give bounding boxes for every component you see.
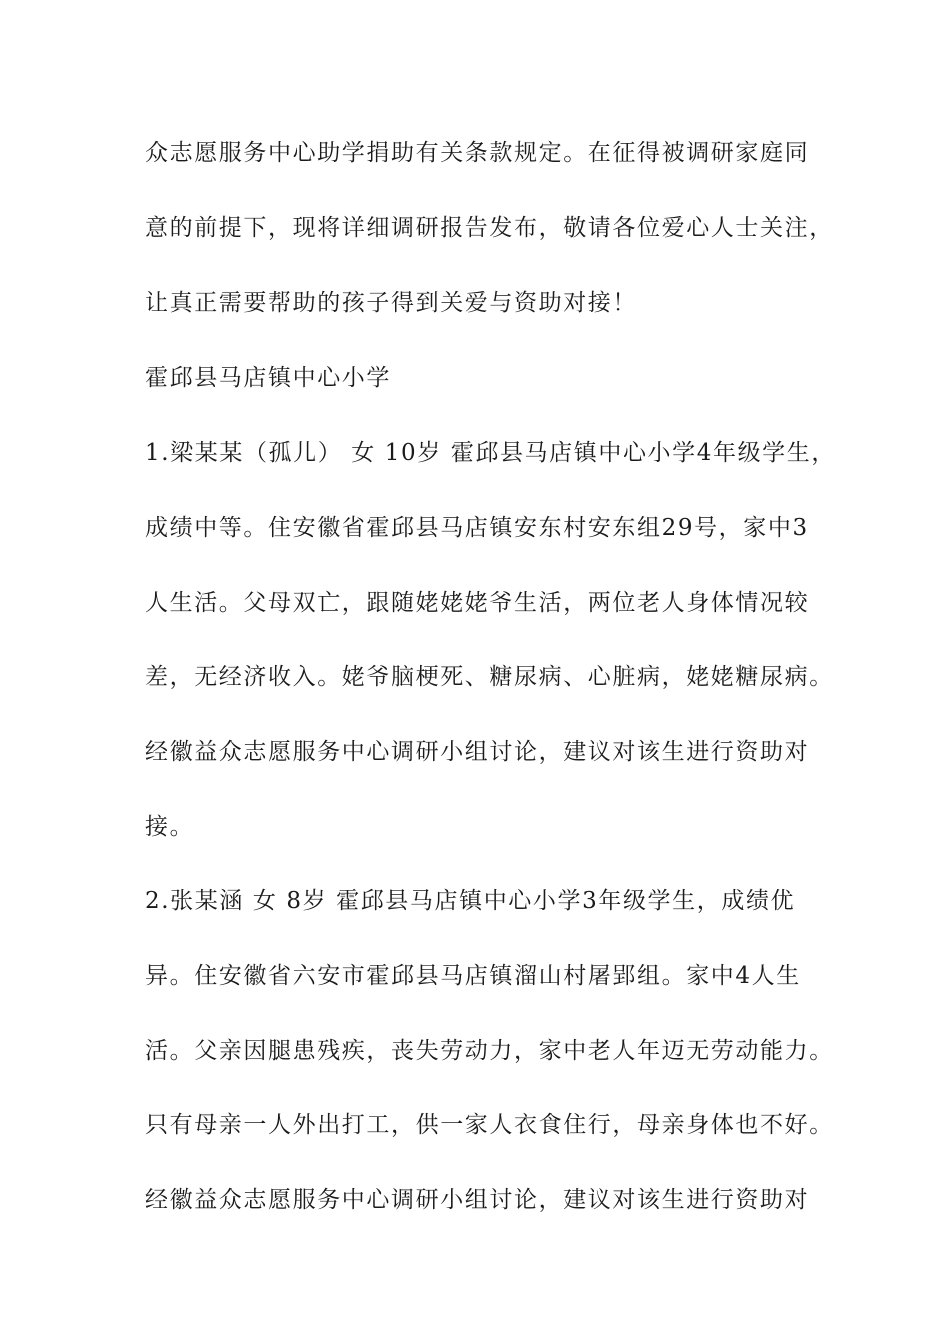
text-line: 经徽益众志愿服务中心调研小组讨论，建议对该生进行资助对 [145,1187,810,1213]
text-line: 成绩中等。住安徽省霍邱县马店镇安东村安东组29号，家中3 [145,515,809,541]
text-line: 1.梁某某（孤儿） 女 10岁 霍邱县马店镇中心小学4年级学生， [145,440,836,466]
text-line: 经徽益众志愿服务中心调研小组讨论，建议对该生进行资助对 [145,739,810,765]
text-line: 活。父亲因腿患残疾，丧失劳动力，家中老人年迈无劳动能力。 [145,1038,834,1064]
text-line: 只有母亲一人外出打工，供一家人衣食住行，母亲身体也不好。 [145,1112,834,1138]
section-heading: 霍邱县马店镇中心小学 [145,365,391,391]
text-line: 差，无经济收入。姥爷脑梗死、糖尿病、心脏病，姥姥糖尿病。 [145,664,834,690]
text-line: 意的前提下，现将详细调研报告发布，敬请各位爱心人士关注， [145,215,834,241]
text-line: 异。住安徽省六安市霍邱县马店镇溜山村屠郢组。家中4人生 [145,963,801,989]
text-line: 接。 [145,814,195,840]
text-line: 让真正需要帮助的孩子得到关爱与资助对接！ [145,290,637,316]
text-line: 众志愿服务中心助学捐助有关条款规定。在征得被调研家庭同 [145,140,810,166]
text-line: 人生活。父母双亡，跟随姥姥姥爷生活，两位老人身体情况较 [145,590,810,616]
text-line: 2.张某涵 女 8岁 霍邱县马店镇中心小学3年级学生，成绩优 [145,888,796,914]
